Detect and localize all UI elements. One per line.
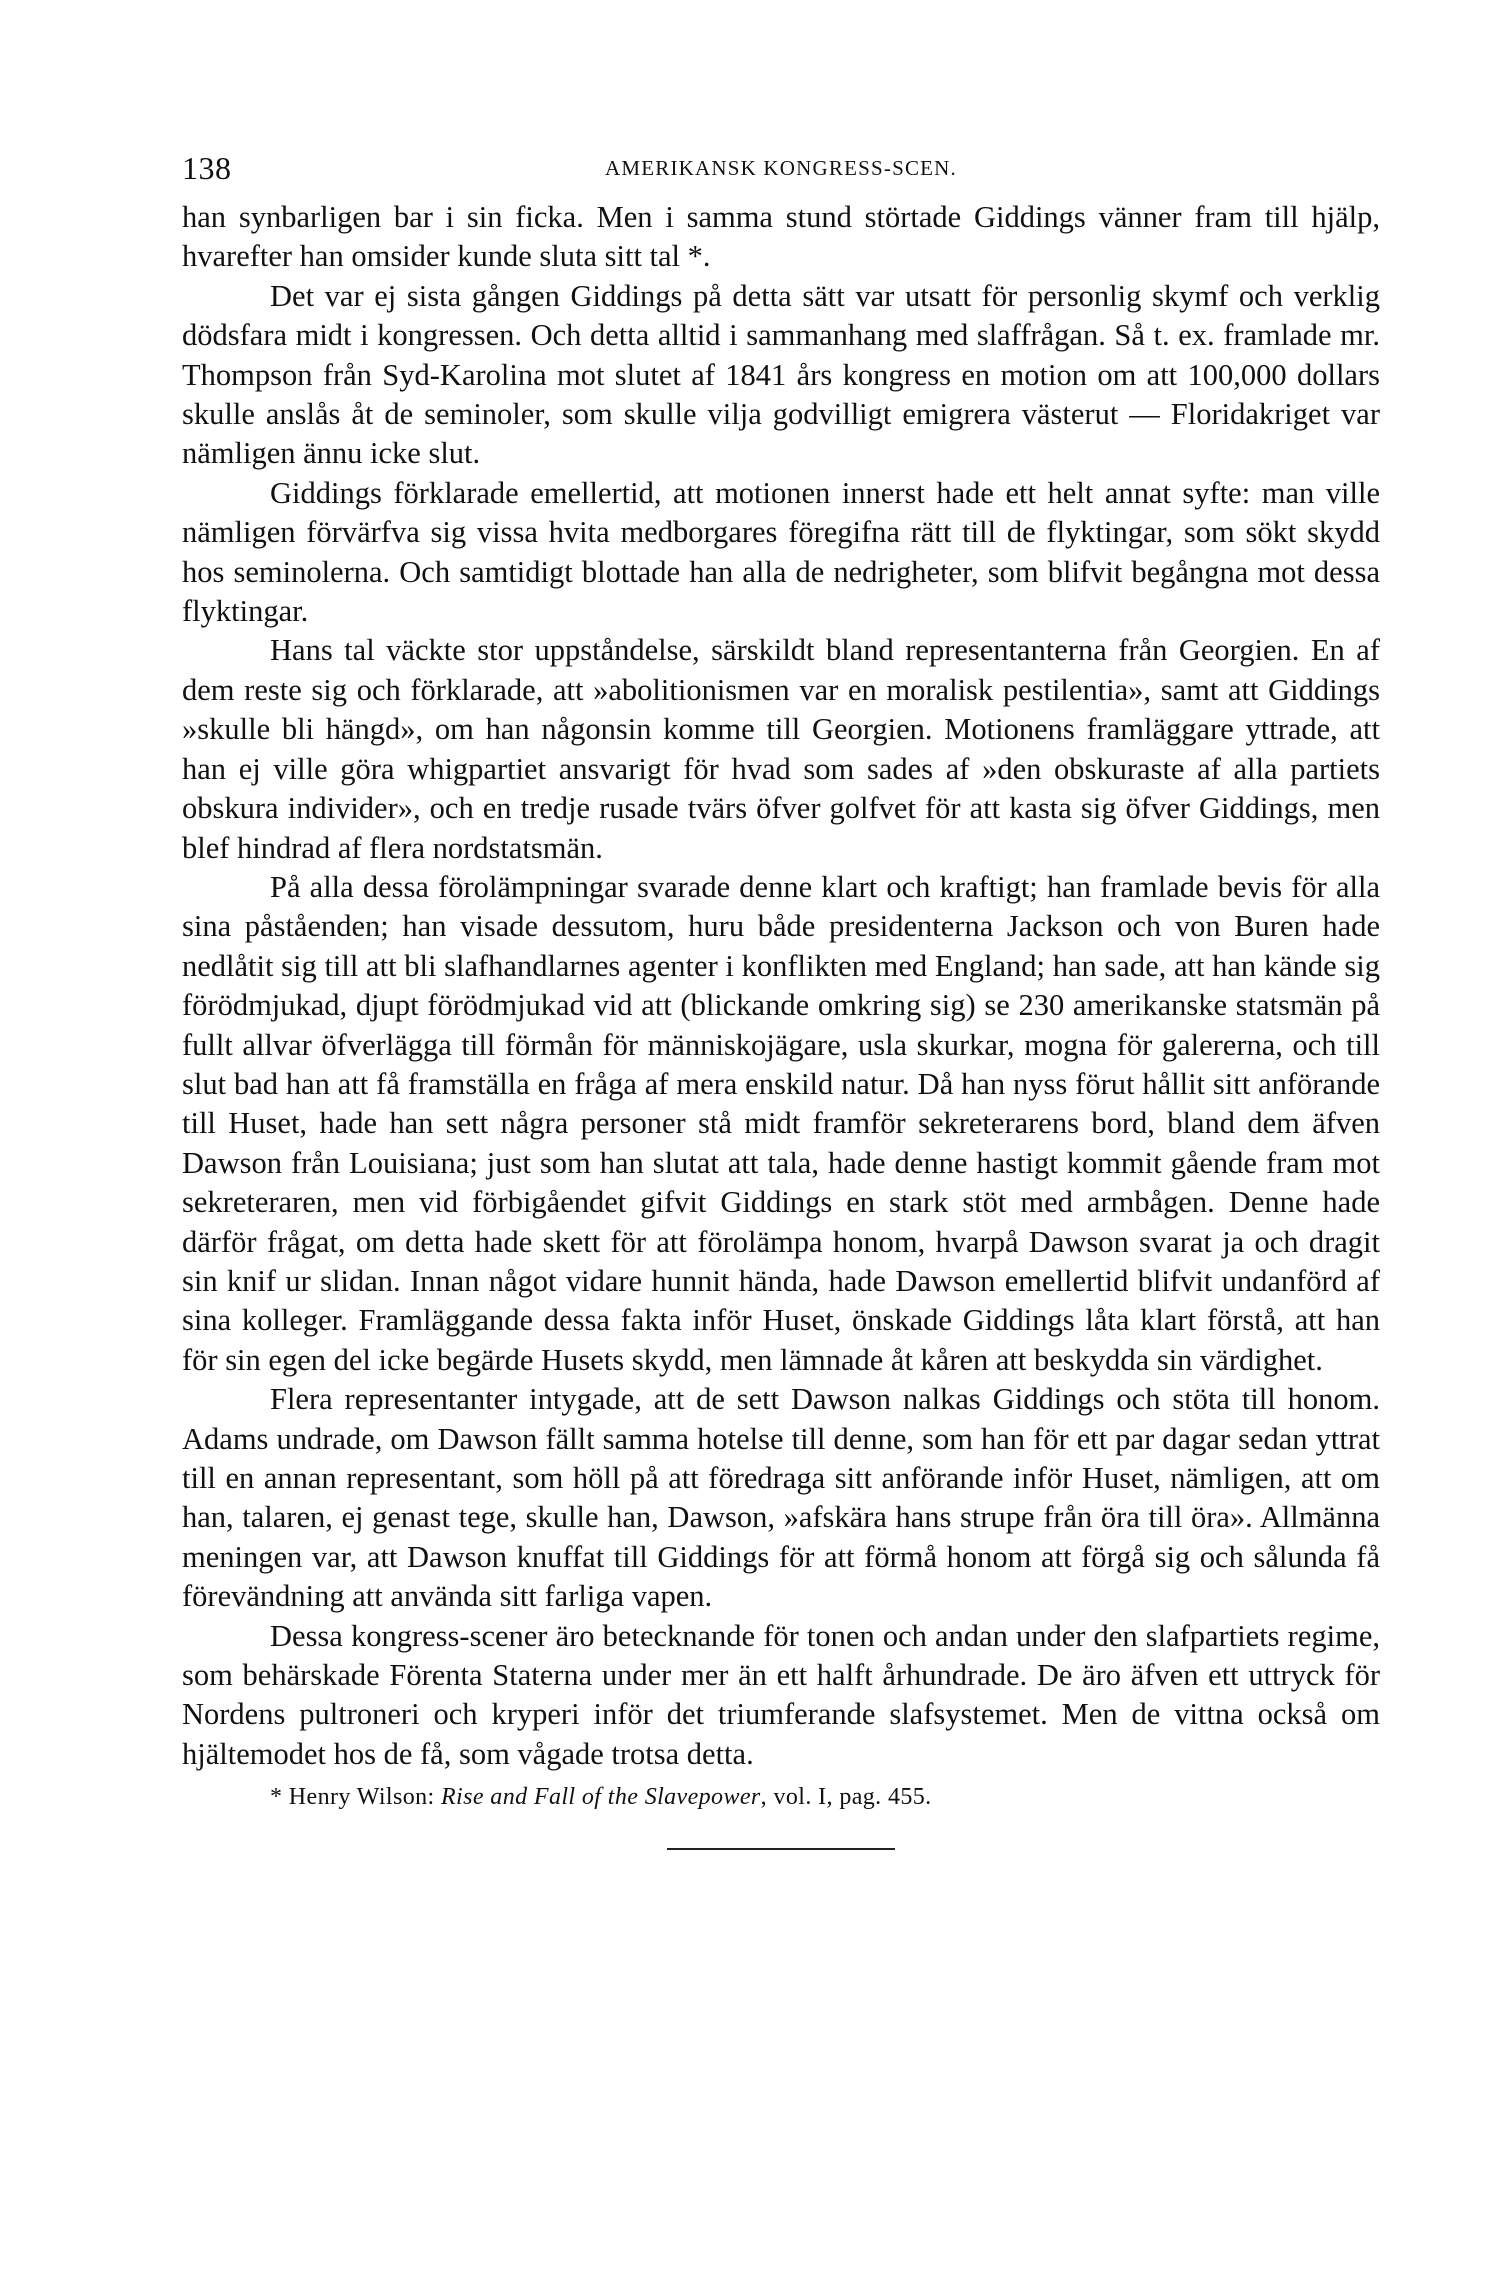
footnote-suffix: , vol. I, pag. 455. xyxy=(760,1784,932,1811)
footnote xyxy=(182,1780,1380,1814)
paragraph-4: Hans tal väckte stor uppståndelse, särskildt bland representanterna från Georgien. En af dem reste sig och förklarade, att »abolitionismen var en moralisk pestilentia», samt att Giddings »skulle bli hängd», om han någonsin komme till Georgien. Motionens framläggare yttrade, att han ej ville göra whigpartiet ansvarigt för hvad som sades af »den obskuraste af alla partiets obskura individer», och en tredje rusade tvärs öfver golfvet för att kasta sig öfver Giddings, men blef hindrad af flera nordstatsmän. xyxy=(182,633,1380,865)
paragraph-5: På alla dessa förolämpningar svarade denne klart och kraftigt; han framlade bevis för alla sina påståenden; han visade dessutom, huru både presidenterna Jackson och von Buren hade nedlåtit sig till att bli slafhandlarnes agenter i konflikten med England; han sade, att han kände sig förödmjukad, djupt förödmjukad vid att (blickande omkring sig) se 230 amerikanske statsmän på fullt allvar öfverlägga till förmån för människojägare, usla skurkar, mogna för galererna, och till slut bad han att få framställa en fråga af mera enskild natur. Då han nyss förut hållit sitt anförande till Huset, hade han sett några personer stå midt framför sekreterarens bord, bland dem äfven Dawson från Louisiana; just som han slutat att tala, hade denne hastigt kommit gående fram mot sekreteraren, men vid förbigåendet gifvit Giddings en stark stöt med armbågen. Denne hade därför frågat, om detta hade skett för att förolämpa honom, hvarpå Dawson svarat ja och dragit sin knif ur slidan. Innan något vidare hunnit hända, hade Dawson emellertid blifvit undanförd af sina kolleger. Framläggande dessa fakta inför Huset, önskade Giddings låta klart förstå, att han för sin egen del icke begärde Husets skydd, men lämnade åt kåren att beskydda sin värdighet. xyxy=(182,869,1380,1377)
footnote-book-title: Rise and Fall of the Slavepower xyxy=(440,1784,761,1811)
paragraph-3: Giddings förklarade emellertid, att motionen innerst hade ett helt annat syfte: man ville nämligen förvärfva sig vissa hvita medborgares föregifna rätt till de flyktingar, som sökt skydd hos seminolerna. Och samtidigt blottade han alla de nedrigheter, som blifvit begångna mot dessa flyktingar. xyxy=(182,475,1380,629)
footnote-prefix: * Henry Wilson: xyxy=(270,1784,441,1811)
paragraph-2: Det var ej sista gången Giddings på detta sätt var utsatt för personlig skymf och verklig dödsfara midt i kongressen. Och detta alltid i sammanhang med slaffrågan. Så t. ex. framlade mr. Thompson från Syd-Karolina mot slutet af 1841 års kongress en motion om att 100,000 dollars skulle anslås åt de seminoler, som skulle vilja godvilligt emigrera västerut — Floridakriget var nämligen ännu icke slut. xyxy=(182,278,1380,471)
page-number: 138 xyxy=(182,150,232,186)
paragraph-7: Dessa kongress-scener äro betecknande för tonen och andan under den slafpartiets regime, som behärskade Förenta Staterna under mer än ett halft århundrade. De äro äfven ett uttryck för Nordens pultroneri och kryperi inför det triumferande slafsystemet. Men de vittna också om hjältemodet hos de få, som vågade trotsa detta. xyxy=(182,1618,1380,1771)
closing-rule xyxy=(667,1848,895,1850)
running-head: AMERIKANSK KONGRESS-SCEN. xyxy=(604,156,958,180)
page-header xyxy=(182,148,1380,188)
book-page xyxy=(182,148,1380,1850)
paragraph-6: Flera representanter intygade, att de sett Dawson nalkas Giddings och stöta till honom. Adams undrade, om Dawson fällt samma hotelse till denne, som han för ett par dagar sedan yttrat till en annan representant, som höll på att föredraga sitt anförande inför Huset, nämligen, att om han, talaren, ej genast tege, skulle han, Dawson, »afskära hans strupe från öra till öra». Allmänna meningen var, att Dawson knuffat till Giddings för att förmå honom att förgå sig och sålunda få förevändning att använda sitt farliga vapen. xyxy=(182,1382,1380,1614)
body-text xyxy=(182,198,1380,1774)
paragraph-1: han synbarligen bar i sin ficka. Men i samma stund störtade Giddings vänner fram till hjälp, hvarefter han omsider kunde sluta sitt tal *. xyxy=(182,200,1380,274)
